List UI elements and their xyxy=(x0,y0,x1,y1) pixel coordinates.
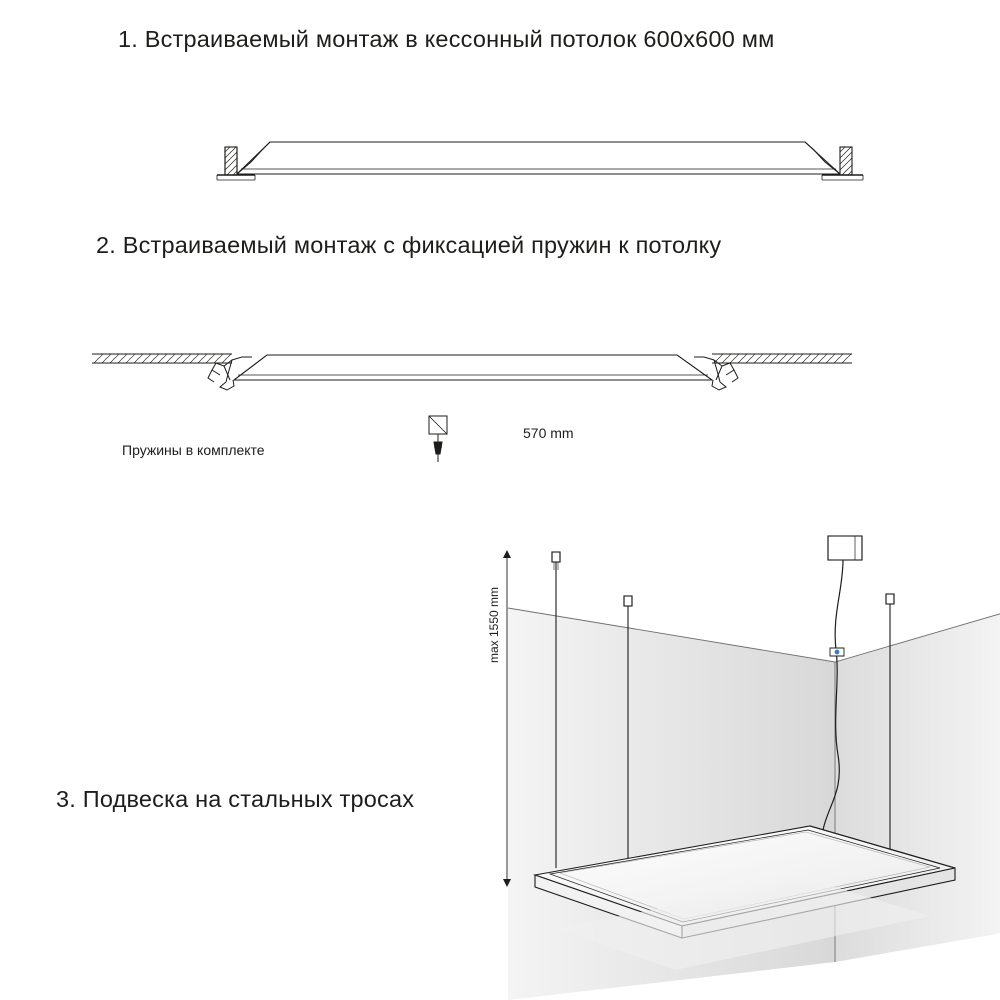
springs-included-note: Пружины в комплекте xyxy=(122,442,265,458)
panel-width-label: 570 mm xyxy=(523,425,574,441)
recessed-grid-ceiling-drawing xyxy=(215,112,915,202)
suspended-cables-drawing xyxy=(460,530,1000,1000)
recessed-springs-drawing xyxy=(92,330,852,410)
max-suspension-label: max 1550 mm xyxy=(487,586,501,663)
section-3-caption: 3. Подвеска на стальных тросах xyxy=(56,786,415,812)
spring-detail-icon xyxy=(423,414,463,464)
section-1-caption: 1. Встраиваемый монтаж в кессонный потолок 600x600 мм xyxy=(118,26,775,52)
section-2-caption: 2. Встраиваемый монтаж с фиксацией пружин к потолку xyxy=(96,232,722,258)
